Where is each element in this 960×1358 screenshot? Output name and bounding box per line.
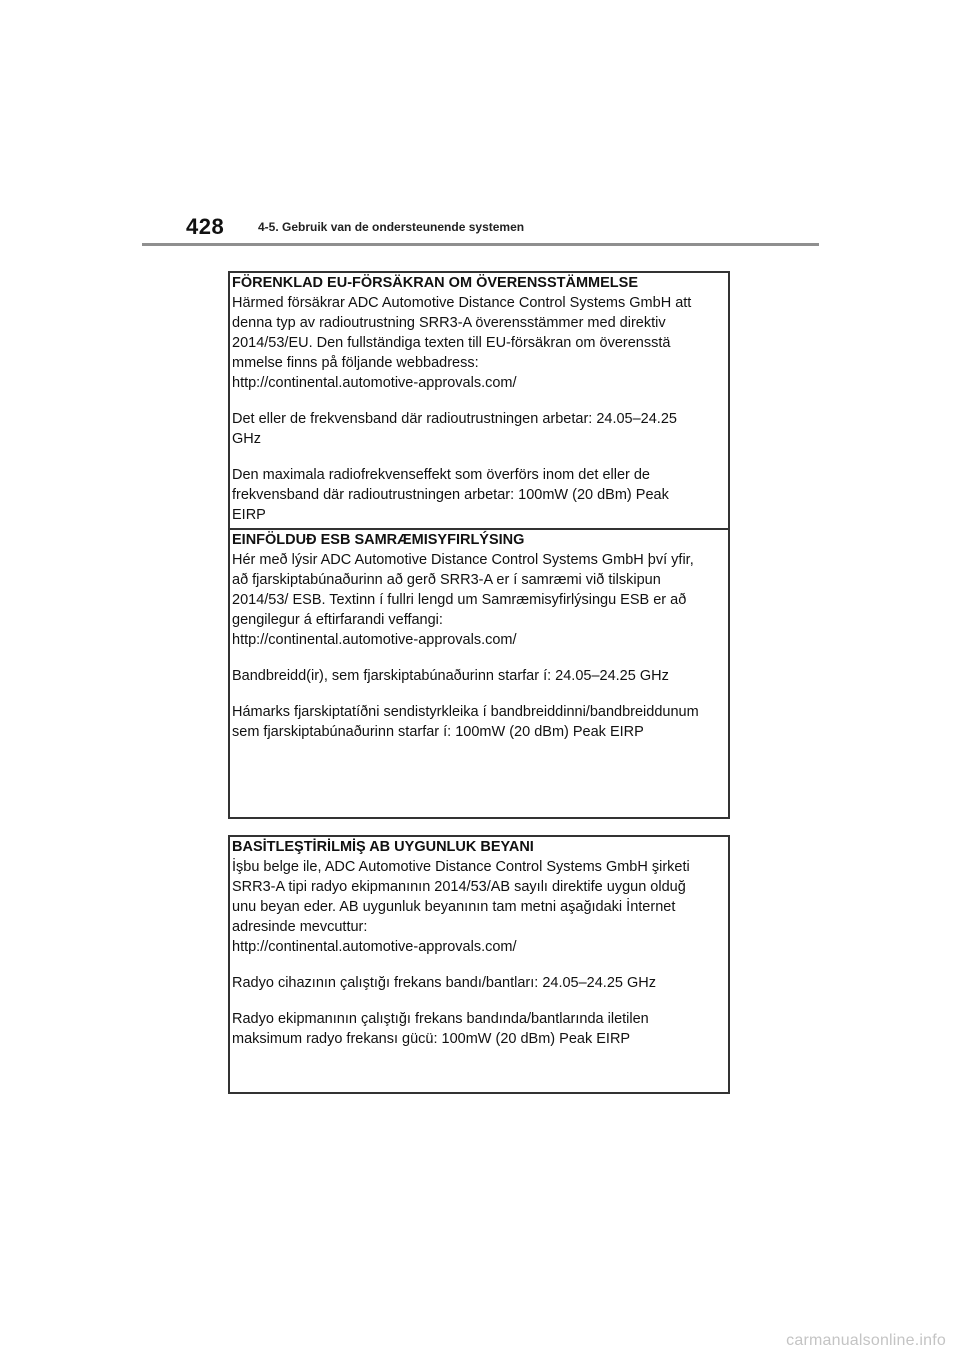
- page-number: 428: [186, 214, 225, 239]
- turkish-band: [232, 973, 725, 993]
- declaration-panel-swedish: [230, 271, 728, 528]
- icelandic-intro-line: 2014/53/ ESB. Textinn í fullri lengd um Samræmisyfirlýsingu ESB er að: [232, 592, 687, 608]
- swedish-url: http://continental.automotive-approvals.com/: [232, 375, 517, 391]
- swedish-heading: FÖRENKLAD EU-FÖRSÄKRAN OM ÖVERENSSTÄMMELSE: [232, 275, 639, 291]
- declaration-box-sv-is: [228, 271, 730, 819]
- icelandic-intro-line: gengilegur á eftirfarandi veffangi:: [232, 612, 443, 628]
- turkish-band-line: Radyo cihazının çalıştığı frekans bandı/bantları: 24.05–24.25 GHz: [232, 975, 656, 991]
- swedish-band-line: Det eller de frekvensband där radioutrustningen arbetar: 24.05–24.25: [232, 411, 677, 427]
- swedish-intro-line: denna typ av radioutrustning SRR3-A överensstämmer med direktiv: [232, 315, 666, 331]
- swedish-intro-line: Härmed försäkrar ADC Automotive Distance Control Systems GmbH att: [232, 295, 692, 311]
- turkish-intro-line: İşbu belge ile, ADC Automotive Distance Control Systems GmbH şirketi: [232, 859, 690, 875]
- turkish-intro-line: SRR3-A tipi radyo ekipmanının 2014/53/AB sayılı direktife uygun olduğ: [232, 879, 686, 895]
- declaration-panel-icelandic: [230, 528, 728, 819]
- swedish-band-line: GHz: [232, 431, 261, 447]
- declaration-panel-turkish: [230, 835, 728, 1094]
- turkish-url: http://continental.automotive-approvals.com/: [232, 939, 517, 955]
- icelandic-band-line: Bandbreidd(ir), sem fjarskiptabúnaðurinn starfar í: 24.05–24.25 GHz: [232, 668, 669, 684]
- turkish-intro-line: adresinde mevcuttur:: [232, 919, 368, 935]
- icelandic-power-line: Hámarks fjarskiptatíðni sendistyrkleika í bandbreiddinni/bandbreiddunum: [232, 704, 699, 720]
- turkish-intro: [232, 857, 725, 957]
- swedish-power: [232, 465, 725, 525]
- icelandic-intro-line: að fjarskiptabúnaðurinn að gerð SRR3-A er í samræmi við tilskipun: [232, 572, 661, 588]
- site-watermark: carmanualsonline.info: [786, 1332, 946, 1349]
- icelandic-band: [232, 666, 725, 686]
- section-title: 4-5. Gebruik van de ondersteunende systemen: [258, 220, 525, 234]
- turkish-intro-line: unu beyan eder. AB uygunluk beyanının tam metni aşağıdaki İnternet: [232, 899, 676, 915]
- swedish-intro-line: 2014/53/EU. Den fullständiga texten till EU-försäkran om överensstä: [232, 335, 671, 351]
- icelandic-power-line: sem fjarskiptabúnaðurinn starfar í: 100mW (20 dBm) Peak EIRP: [232, 724, 644, 740]
- turkish-heading: BASİTLEŞTİRİLMİŞ AB UYGUNLUK BEYANI: [232, 839, 534, 855]
- swedish-power-line: EIRP: [232, 507, 266, 523]
- icelandic-intro-line: Hér með lýsir ADC Automotive Distance Control Systems GmbH því yfir,: [232, 552, 694, 568]
- header-rule: [142, 243, 819, 246]
- declaration-box-tr: [228, 835, 730, 1094]
- swedish-intro: [232, 293, 725, 393]
- swedish-power-line: frekvensband där radioutrustningen arbetar: 100mW (20 dBm) Peak: [232, 487, 669, 503]
- swedish-band: [232, 409, 725, 449]
- icelandic-power: [232, 702, 725, 742]
- icelandic-url: http://continental.automotive-approvals.com/: [232, 632, 517, 648]
- turkish-power-line: Radyo ekipmanının çalıştığı frekans bandında/bantlarında iletilen: [232, 1011, 649, 1027]
- icelandic-heading: EINFÖLDUÐ ESB SAMRÆMISYFIRLÝSING: [232, 532, 525, 548]
- icelandic-intro: [232, 550, 725, 650]
- turkish-power-line: maksimum radyo frekansı gücü: 100mW (20 dBm) Peak EIRP: [232, 1031, 631, 1047]
- swedish-power-line: Den maximala radiofrekvenseffekt som överförs inom det eller de: [232, 467, 651, 483]
- swedish-intro-line: mmelse finns på följande webbadress:: [232, 355, 479, 371]
- turkish-power: [232, 1009, 725, 1049]
